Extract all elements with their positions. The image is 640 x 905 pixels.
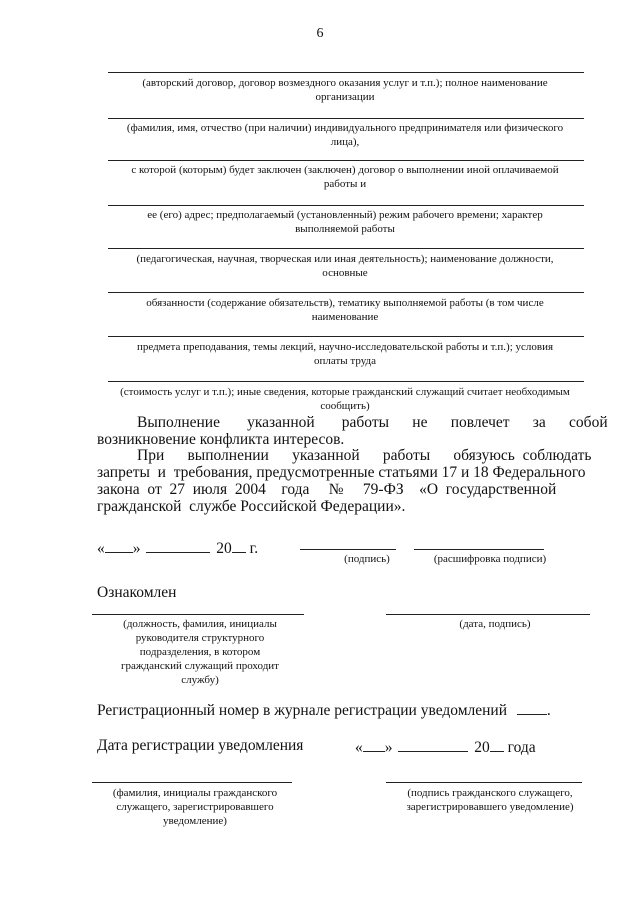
fill-line-8 bbox=[108, 381, 584, 382]
manager-date-caption: (дата, подпись) bbox=[459, 618, 531, 630]
registration-number-blank[interactable] bbox=[517, 700, 547, 715]
paragraph-2-line-2: запреты и требования, предусмотренные статьями 17 и 18 Федерального bbox=[97, 464, 586, 481]
fill-line-2 bbox=[108, 118, 584, 119]
signature-caption: (подпись) bbox=[344, 553, 390, 565]
manager-caption-1: (должность, фамилия, инициалы bbox=[123, 618, 277, 630]
manager-caption-4: гражданский служащий проходит bbox=[121, 660, 279, 672]
caption-6b: наименование bbox=[311, 311, 379, 323]
manager-line bbox=[92, 614, 304, 615]
caption-1b: организации bbox=[315, 91, 375, 103]
month-blank[interactable] bbox=[146, 538, 210, 553]
caption-5a: (педагогическая, научная, творческая или иная деятельность); наименование должности, bbox=[136, 253, 554, 265]
manager-caption-5: службу) bbox=[181, 674, 219, 686]
caption-7b: оплаты труда bbox=[313, 355, 376, 367]
acquainted-label: Ознакомлен bbox=[97, 584, 177, 601]
day-blank[interactable] bbox=[105, 538, 133, 553]
caption-4b: выполняемой работы bbox=[295, 223, 395, 235]
reg-year-prefix: 20 bbox=[474, 739, 490, 756]
signature-line bbox=[300, 549, 396, 550]
date-open-quote: « bbox=[97, 540, 105, 557]
manager-caption-3: подразделения, в котором bbox=[139, 646, 261, 658]
caption-3b: работы и bbox=[323, 178, 367, 190]
reg-date-open-quote: « bbox=[355, 739, 363, 756]
paragraph-1-line-1: Выполнение указанной работы не повлечет за собой bbox=[137, 414, 608, 431]
reg-date-close-quote: » bbox=[384, 739, 393, 756]
caption-5b: основные bbox=[322, 267, 368, 279]
caption-7a: предмета преподавания, темы лекций, научно-исследовательской работы и т.п.); условия bbox=[136, 341, 554, 353]
date-close-quote: » bbox=[132, 540, 141, 557]
decoding-caption: (расшифровка подписи) bbox=[433, 553, 547, 565]
registration-date-field[interactable] bbox=[355, 737, 536, 757]
caption-2a: (фамилия, имя, отчество (при наличии) индивидуального предпринимателя или физического bbox=[126, 122, 564, 134]
reg-year-suffix: года bbox=[507, 739, 536, 756]
manager-date-line bbox=[386, 614, 590, 615]
paragraph-1-line-2: возникновение конфликта интересов. bbox=[97, 431, 345, 448]
fill-line-3 bbox=[108, 160, 584, 161]
caption-6a: обязанности (содержание обязательств), тематику выполняемой работы (в том числе bbox=[146, 297, 544, 309]
year-blank[interactable] bbox=[232, 538, 246, 553]
registrar-name-caption-1: (фамилия, инициалы гражданского bbox=[112, 787, 278, 799]
manager-caption-2: руководителя структурного bbox=[135, 632, 265, 644]
year-prefix: 20 bbox=[216, 540, 232, 557]
paragraph-2-line-1: При выполнении указанной работы обязуюсь соблюдать bbox=[137, 447, 592, 464]
year-suffix: г. bbox=[249, 540, 259, 557]
decoding-line bbox=[414, 549, 544, 550]
fill-line-7 bbox=[108, 336, 584, 337]
registration-number-label: Регистрационный номер в журнале регистрации уведомлений bbox=[97, 702, 508, 719]
caption-1a: (авторский договор, договор возмездного оказания услуг и т.п.); полное наименование bbox=[142, 77, 548, 89]
registration-number-row bbox=[97, 700, 551, 720]
fill-line-1 bbox=[108, 72, 584, 73]
reg-year-blank[interactable] bbox=[490, 737, 504, 752]
paragraph-2-line-4: гражданской службе Российской Федерации». bbox=[97, 498, 406, 515]
reg-day-blank[interactable] bbox=[363, 737, 385, 752]
fill-line-4 bbox=[108, 205, 584, 206]
fill-line-5 bbox=[108, 248, 584, 249]
registrar-signature-line bbox=[386, 782, 582, 783]
caption-4a: ее (его) адрес; предполагаемый (установленный) режим рабочего времени; характер bbox=[147, 209, 543, 221]
registrar-name-caption-3: уведомление) bbox=[163, 815, 227, 827]
registrar-name-caption-2: служащего, зарегистрировавшего bbox=[116, 801, 274, 813]
caption-8b: сообщить) bbox=[320, 400, 370, 412]
caption-2b: лица), bbox=[330, 136, 360, 148]
registrar-signature-caption-2: зарегистрировавшего уведомление) bbox=[406, 801, 574, 813]
fill-line-6 bbox=[108, 292, 584, 293]
registration-date-label: Дата регистрации уведомления bbox=[97, 737, 304, 754]
reg-month-blank[interactable] bbox=[398, 737, 468, 752]
date-field[interactable] bbox=[97, 538, 258, 558]
registrar-name-line bbox=[92, 782, 292, 783]
registration-number-end: . bbox=[546, 702, 551, 719]
caption-3a: с которой (которым) будет заключен (заключен) договор о выполнении иной оплачиваемой bbox=[131, 164, 559, 176]
caption-8a: (стоимость услуг и т.п.); иные сведения, которые гражданский служащий считает необходимым bbox=[120, 386, 570, 398]
page-number: 6 bbox=[316, 26, 324, 41]
registrar-signature-caption-1: (подпись гражданского служащего, bbox=[407, 787, 573, 799]
paragraph-2-line-3: закона от 27 июля 2004 года № 79-ФЗ «О государственной bbox=[97, 481, 557, 498]
